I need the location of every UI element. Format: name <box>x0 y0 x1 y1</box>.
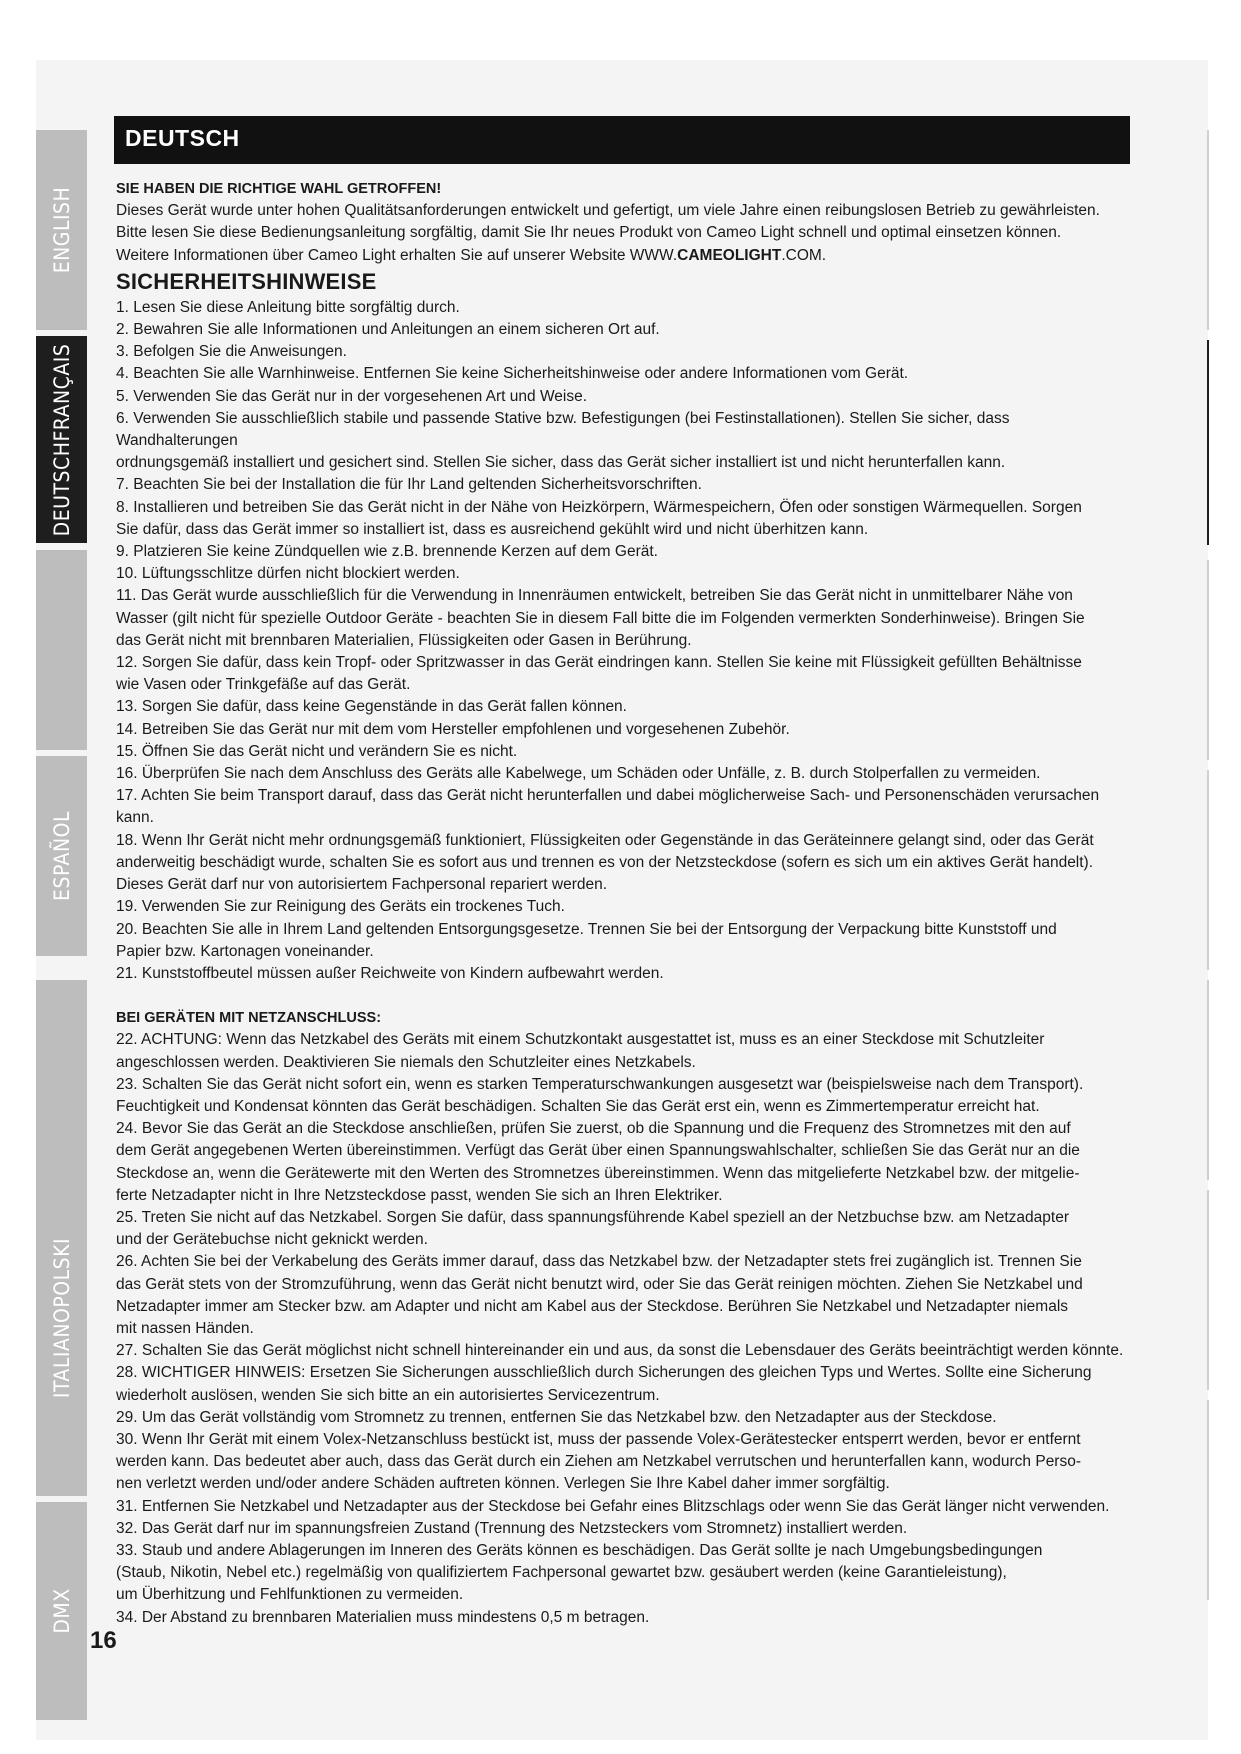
section-header-title: DEUTSCH <box>125 125 240 151</box>
text-line: 31. Entfernen Sie Netzkabel und Netzadapter aus der Steckdose bei Gefahr eines Blitzschlags oder wenn Sie das Gerät länger nicht verwenden. <box>116 1497 1110 1515</box>
text-line: 15. Öffnen Sie das Gerät nicht und verändern Sie es nicht. <box>116 742 518 760</box>
text-line: ordnungsgemäß installiert und gesichert sind. Stellen Sie sicher, dass das Gerät sicher installiert ist und nicht herunterfallen kann. <box>116 454 1006 472</box>
text-line: 34. Der Abstand zu brennbaren Materialien muss mindestens 0,5 m betragen. <box>116 1608 650 1626</box>
tab-deutsch-francais[interactable] <box>36 336 87 543</box>
text-line: Papier bzw. Kartonagen voneinander. <box>116 942 374 960</box>
right-edge-rule <box>1207 1190 1209 1390</box>
text-line: 18. Wenn Ihr Gerät nicht mehr ordnungsgemäß funktioniert, Flüssigkeiten oder Gegenstände in das Geräteinnere gelangt sind, oder das Gerät <box>116 831 1094 849</box>
text-line: 24. Bevor Sie das Gerät an die Steckdose anschließen, prüfen Sie zuerst, ob die Spannung und die Frequenz des Stromnetzes mit den auf <box>116 1120 1071 1138</box>
text-line: 19. Verwenden Sie zur Reinigung des Geräts ein trockenes Tuch. <box>116 898 565 916</box>
intro-heading: SIE HABEN DIE RICHTIGE WAHL GETROFFEN! <box>116 181 442 197</box>
text-line: Netzadapter immer am Stecker bzw. am Adapter und nicht am Kabel aus der Steckdose. Berühren Sie Netzkabel und Netzadapter niemals <box>116 1297 1069 1315</box>
text-line: Feuchtigkeit und Kondensat könnten das Gerät beschädigen. Schalten Sie das Gerät erst ein, wenn es Zimmertemperatur erreicht hat. <box>116 1097 1040 1115</box>
text-line: 13. Sorgen Sie dafür, dass keine Gegenstände in das Gerät fallen können. <box>116 698 627 716</box>
right-edge-rule <box>1207 130 1209 330</box>
content-area <box>116 178 1132 1629</box>
text-line: 28. WICHTIGER HINWEIS: Ersetzen Sie Sicherungen ausschließlich durch Sicherungen des gleichen Typs und Wertes. Sollte eine Sicherung <box>116 1364 1092 1382</box>
tab-italiano-polski[interactable] <box>36 1140 87 1496</box>
tab-italiano-polski-label: ITALIANOPOLSKI <box>49 1237 74 1399</box>
text-line: 7. Beachten Sie bei der Installation die für Ihr Land geltenden Sicherheitsvorschriften. <box>116 476 702 494</box>
text-line: 33. Staub und andere Ablagerungen im Inneren des Geräts können es beschädigen. Das Gerät sollte je nach Umgebungsbedingungen <box>116 1541 1043 1559</box>
tab-english-label: ENGLISH <box>49 186 74 274</box>
right-edge-rule-active <box>1207 340 1209 545</box>
text-line: 12. Sorgen Sie dafür, dass kein Tropf- oder Spritzwasser in das Gerät eindringen kann. Stellen Sie keine mit Flüssigkeit gefüllten Behältnisse <box>116 654 1082 672</box>
text-line: 4. Beachten Sie alle Warnhinweise. Entfernen Sie keine Sicherheitshinweise oder andere Informationen vom Gerät. <box>116 365 909 383</box>
text-line: ferte Netzadapter nicht in Ihre Netzsteckdose passt, wenden Sie sich an Ihren Elektriker. <box>116 1186 723 1204</box>
safety-heading: SICHERHEITSHINWEISE <box>116 268 377 294</box>
tab-espanol[interactable] <box>36 756 87 956</box>
text-line: 32. Das Gerät darf nur im spannungsfreien Zustand (Trennung des Netzsteckers vom Stromnetz) installiert werden. <box>116 1519 908 1537</box>
text-line: 2. Bewahren Sie alle Informationen und Anleitungen an einem sicheren Ort auf. <box>116 321 660 339</box>
text-line: 1. Lesen Sie diese Anleitung bitte sorgfältig durch. <box>116 298 460 316</box>
intro-paragraph <box>116 200 1132 244</box>
text-line: 16. Überprüfen Sie nach dem Anschluss des Geräts alle Kabelwege, um Schäden oder Unfälle, z. B. durch Stolperfallen zu vermeiden. <box>116 765 1041 783</box>
text-line: Dieses Gerät wurde unter hohen Qualitätsanforderungen entwickelt und gefertigt, um viele Jahre einen reibungslosen Betrieb zu gewährleisten. <box>116 202 1100 220</box>
text-line: Sie dafür, dass das Gerät immer so installiert ist, dass es ausreichend gekühlt wird und nicht überhitzen kann. <box>116 520 869 538</box>
text-line: das Gerät stets von der Stromzuführung, wenn das Gerät nicht benutzt wird, oder Sie das Gerät reinigen möchten. Ziehen Sie Netzkabel und <box>116 1275 1083 1293</box>
text-line: werden kann. Das bedeutet aber auch, dass das Gerät durch ein Ziehen am Netzkabel verrutschen und herunterfallen kann, wodurch Perso- <box>116 1453 1082 1471</box>
text-line: 6. Verwenden Sie ausschließlich stabile und passende Stative bzw. Befestigungen (bei Festinstallationen). Stellen Sie sicher, dass Wandhalterungen <box>116 409 1010 450</box>
tab-espanol-label: ESPAÑOL <box>49 811 74 901</box>
text-line: 11. Das Gerät wurde ausschließlich für die Verwendung in Innenräumen entwickelt, betreiben Sie das Gerät nicht in unmittelbarer Nähe von <box>116 587 1073 605</box>
text-line: 14. Betreiben Sie das Gerät nur mit dem vom Hersteller empfohlenen und vorgesehenen Zubehör. <box>116 720 790 738</box>
text-line: 26. Achten Sie bei der Verkabelung des Geräts immer darauf, dass das Netzkabel bzw. der Netzadapter stets frei zugänglich ist. Trennen Sie <box>116 1253 1082 1271</box>
text-line: nen verletzt werden und/oder andere Schäden auftreten können. Verlegen Sie Ihre Kabel daher immer sorgfältig. <box>116 1475 890 1493</box>
safety-list <box>116 297 1132 985</box>
text-line: angeschlossen werden. Deaktivieren Sie niemals den Schutzleiter eines Netzkabels. <box>116 1053 696 1071</box>
text-line: 20. Beachten Sie alle in Ihrem Land geltenden Entsorgungsgesetze. Trennen Sie bei der Entsorgung der Verpackung bitte Kunststoff und <box>116 920 1057 938</box>
text-line: Wasser (gilt nicht für spezielle Outdoor Geräte - beachten Sie in diesem Fall bitte die im Folgenden vermerkten Sonderhinweise). Bringen Sie <box>116 609 1085 627</box>
text-line: Steckdose an, wenn die Gerätewerte mit den Werten des Stromnetzes übereinstimmen. Wenn das mitgelieferte Netzkabel bzw. der mitgelie- <box>116 1164 1080 1182</box>
text-line: 23. Schalten Sie das Gerät nicht sofort ein, wenn es starken Temperaturschwankungen ausgesetzt war (beispielsweise nach dem Transport). <box>116 1075 1084 1093</box>
text-line: wiederholt auslösen, wenden Sie sich bitte an ein autorisiertes Servicezentrum. <box>116 1386 660 1404</box>
text-line: 10. Lüftungsschlitze dürfen nicht blockiert werden. <box>116 565 460 583</box>
text-line: 27. Schalten Sie das Gerät möglichst nicht schnell hintereinander ein und aus, da sonst die Lebensdauer des Geräts beeinträchtigt werden könnte. <box>116 1342 1124 1360</box>
text-line: 3. Befolgen Sie die Anweisungen. <box>116 343 347 361</box>
text-line: um Überhitzung und Fehlfunktionen zu vermeiden. <box>116 1586 464 1604</box>
right-edge-rule <box>1207 980 1209 1180</box>
text-line: 9. Platzieren Sie keine Zündquellen wie z.B. brennende Kerzen auf dem Gerät. <box>116 543 658 561</box>
text-line: 29. Um das Gerät vollständig vom Stromnetz zu trennen, entfernen Sie das Netzkabel bzw. den Netzadapter aus der Steckdose. <box>116 1408 997 1426</box>
text-line: Dieses Gerät darf nur von autorisiertem Fachpersonal repariert werden. <box>116 876 608 894</box>
text-line: 8. Installieren und betreiben Sie das Gerät nicht in der Nähe von Heizkörpern, Wärmespeichern, Öfen oder sonstigen Wärmequellen. Sorgen <box>116 498 1082 516</box>
text-line: wie Vasen oder Trinkgefäße auf das Gerät. <box>116 676 411 694</box>
text-line: 21. Kunststoffbeutel müssen außer Reichweite von Kindern aufbewahrt werden. <box>116 964 664 982</box>
text-line: 25. Treten Sie nicht auf das Netzkabel. Sorgen Sie dafür, dass spannungsführende Kabel speziell an der Netzbuchse bzw. am Netzadapter <box>116 1208 1069 1226</box>
tab-espanol-blank[interactable] <box>36 550 87 750</box>
page-number: 16 <box>90 1627 117 1654</box>
text-line: das Gerät nicht mit brennbaren Materialien, Flüssigkeiten oder Gasen in Berührung. <box>116 631 692 649</box>
right-edge-rule <box>1207 770 1209 970</box>
right-edge-rule <box>1207 560 1209 760</box>
website-prefix: Weitere Informationen über Cameo Light erhalten Sie auf unserer Website WWW. <box>116 246 678 264</box>
right-edge-rule <box>1207 1400 1209 1600</box>
mains-list <box>116 1029 1132 1628</box>
text-line: 17. Achten Sie beim Transport darauf, dass das Gerät nicht herunterfallen und dabei möglicherweise Sach- und Personenschäden verursachen kann. <box>116 787 1100 827</box>
text-line: 22. ACHTUNG: Wenn das Netzkabel des Geräts mit einem Schutzkontakt ausgestattet ist, muss es an einer Steckdose mit Schutzleiter <box>116 1031 1045 1049</box>
website-brand[interactable]: CAMEOLIGHT <box>677 246 782 264</box>
tab-english[interactable] <box>36 130 87 330</box>
text-line: 5. Verwenden Sie das Gerät nur in der vorgesehenen Art und Weise. <box>116 387 588 405</box>
text-line: 30. Wenn Ihr Gerät mit einem Volex-Netzanschluss bestückt ist, muss der passende Volex-Gerätestecker entsperrt werden, bevor er entfernt <box>116 1430 1081 1448</box>
tab-deutsch-francais-label: DEUTSCHFRANÇAIS <box>49 343 74 536</box>
text-line: Bitte lesen Sie diese Bedienungsanleitung sorgfältig, damit Sie Ihr neues Produkt von Cameo Light schnell und optimal einsetzen können. <box>116 224 1062 242</box>
tab-dmx-label: DMX <box>49 1588 74 1634</box>
text-line: und der Gerätebuchse nicht geknickt werden. <box>116 1231 428 1249</box>
tab-dmx[interactable] <box>36 1502 87 1720</box>
website-suffix: .COM. <box>781 246 827 264</box>
mains-heading: BEI GERÄTEN MIT NETZANSCHLUSS: <box>116 1010 382 1027</box>
text-line: mit nassen Händen. <box>116 1319 254 1337</box>
section-header-bar <box>114 116 1130 164</box>
website-line <box>116 245 1132 267</box>
text-line: (Staub, Nikotin, Nebel etc.) regelmäßig von qualifiziertem Fachpersonal gewartet bzw. gesäubert werden (keine Garantieleistung), <box>116 1564 1007 1582</box>
text-line: anderweitig beschädigt wurde, schalten Sie es sofort aus und trennen es von der Netzsteckdose (sofern es sich um ein aktives Gerät handelt). <box>116 853 1094 871</box>
text-line: dem Gerät angegebenen Werten übereinstimmen. Verfügt das Gerät über einen Spannungswahlschalter, schließen Sie das Gerät nur an die <box>116 1142 1080 1160</box>
